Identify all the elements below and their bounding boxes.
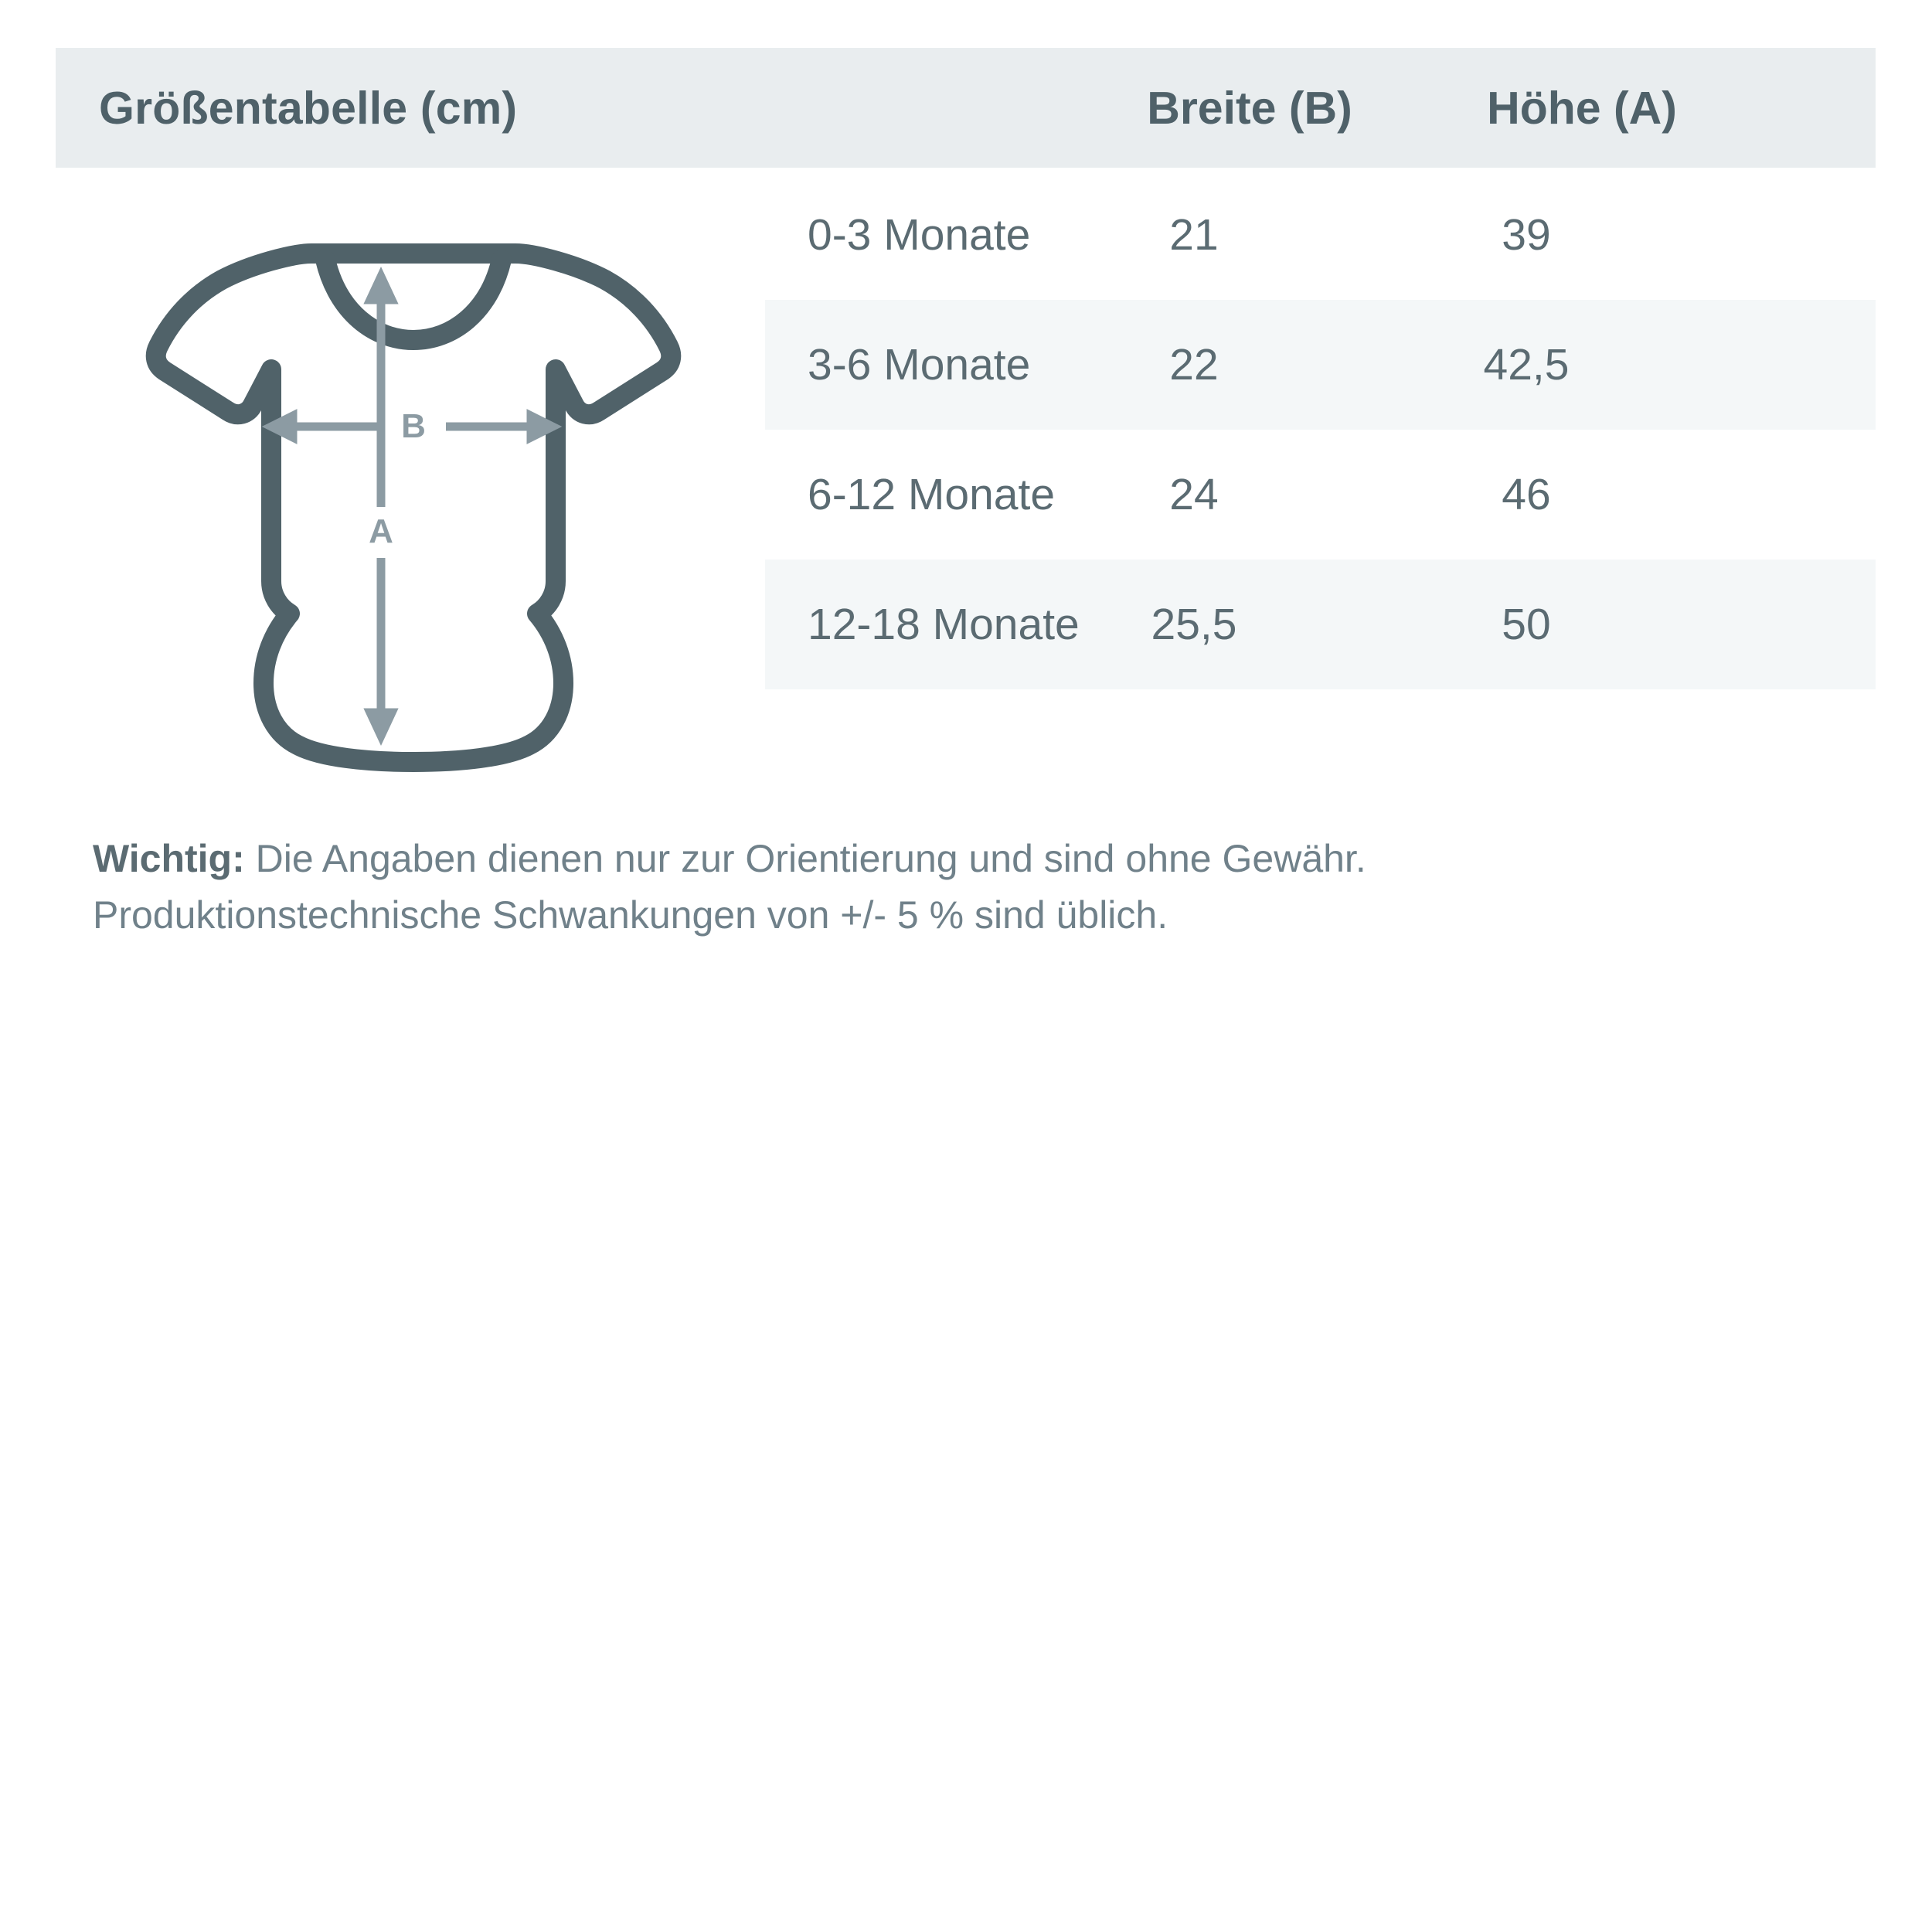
table-row [765, 430, 1876, 560]
cell-height: 50 [1502, 600, 1551, 649]
diagram-label-a: A [369, 512, 393, 550]
disclaimer-note [93, 831, 1870, 943]
page-title: Größentabelle (cm) [99, 82, 518, 134]
cell-size: 12-18 Monate [808, 600, 1080, 649]
cell-width: 22 [1169, 340, 1219, 389]
cell-width: 25,5 [1151, 600, 1237, 649]
cell-height: 39 [1502, 210, 1551, 260]
column-header-height: Höhe (A) [1487, 82, 1677, 134]
disclaimer-line-1: Die Angaben dienen nur zur Orientierung und sind ohne Gewähr. [244, 837, 1366, 880]
baby-bodysuit-icon [135, 232, 692, 773]
size-table [765, 170, 1876, 689]
cell-size: 6-12 Monate [808, 470, 1056, 519]
table-row [765, 560, 1876, 689]
cell-size: 3-6 Monate [808, 340, 1031, 389]
table-row [765, 170, 1876, 300]
cell-width: 24 [1169, 470, 1219, 519]
disclaimer-line-2: Produktionstechnische Schwankungen von +/- 5 % sind üblich. [93, 893, 1168, 937]
diagram-label-b: B [401, 407, 426, 445]
cell-width: 21 [1169, 210, 1219, 260]
cell-height: 46 [1502, 470, 1551, 519]
cell-height: 42,5 [1483, 340, 1570, 389]
disclaimer-label: Wichtig: [93, 837, 245, 880]
size-chart-header [56, 48, 1876, 168]
column-header-width: Breite (B) [1147, 82, 1352, 134]
cell-size: 0-3 Monate [808, 210, 1031, 260]
table-row [765, 300, 1876, 430]
